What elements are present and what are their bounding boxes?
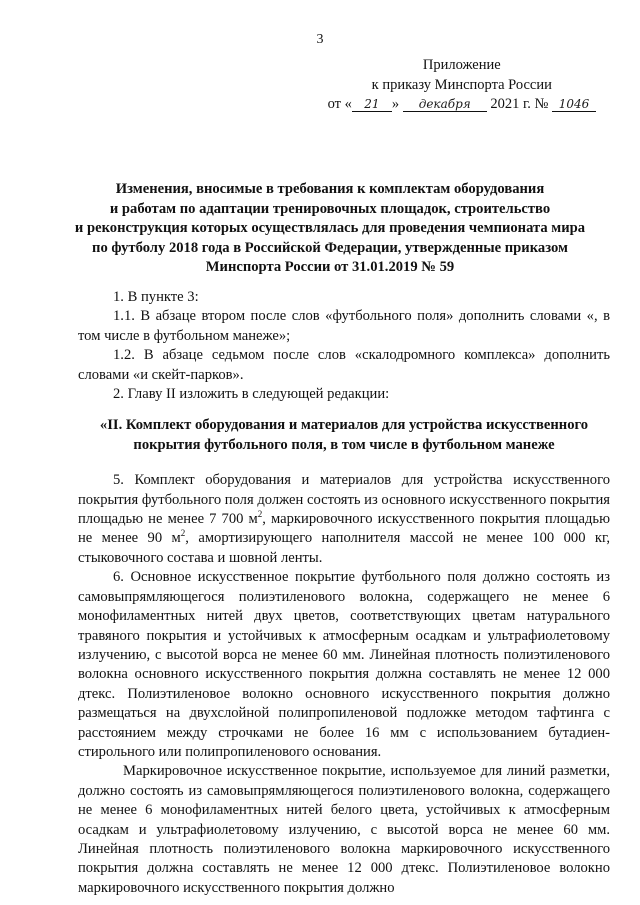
handwritten-doc-number: 1046 <box>552 97 596 112</box>
section-heading-line: «II. Комплект оборудования и материалов для устройства искусственного <box>99 417 589 434</box>
item-1: 1. В пункте 3: <box>113 289 199 305</box>
date-year: 2021 г. № <box>490 96 549 112</box>
title-line: Изменения, вносимые в требования к комплектам оборудования <box>115 181 545 197</box>
item-1-2: 1.2. В абзаце седьмом после слов «скалодромного комплекса» дополнить словами «и скейт-парков». <box>78 347 610 383</box>
item-1-1: 1.1. В абзаце втором после слов «футбольного поля» дополнить словами «, в том числе в футбольном манеже»; <box>78 308 610 344</box>
handwritten-day: 21 <box>352 97 392 112</box>
date-mid: » <box>391 96 400 112</box>
handwritten-month: декабря <box>403 97 487 112</box>
section-heading-line: покрытия футбольного поля, в том числе в футбольном манеже <box>133 436 555 453</box>
item-2: 2. Главу II изложить в следующей редакции: <box>113 386 390 403</box>
clause-5 <box>78 471 610 568</box>
document-body <box>78 288 610 898</box>
title-line: и работам по адаптации тренировочных площадок, строительство <box>109 200 551 217</box>
appendix-date-line <box>328 95 596 115</box>
superscript: 2 <box>257 509 263 520</box>
clause-6-marking: Маркировочное искусственное покрытие, используемое для линий разметки, должно состоять из самовыпрямляющегося полиэтиленового волокна, содержащего не менее 6 монофиламентных нитей белого цвета, устойчивых к атмосферным осадкам и ультрафиолетовому излучению, с высотой ворса не менее 60 мм. Линейная плотность полиэтиленового волокна маркировочного искусственного покрытия должна составлять не менее 12 000 дтекс. Полиэтиленовое волокно маркировочного искусственного покрытия должно <box>78 763 610 896</box>
title-line: Минспорта России от 31.01.2019 № 59 <box>205 259 455 276</box>
date-prefix: от « <box>327 96 352 112</box>
page-number: 3 <box>316 32 324 47</box>
title-line: и реконструкция которых осуществлялась для проведения чемпионата мира <box>74 220 586 237</box>
clause-5-text: , амортизирующего наполнителя массой не менее 100 000 кг, стыковочного состава и шовной ленты. <box>78 530 610 566</box>
clause-5-text: , маркировочного искусственного покрытия площадью не менее 90 м <box>78 511 610 547</box>
appendix-block <box>328 56 596 115</box>
appendix-order-ref: к приказу Минспорта России <box>371 76 552 93</box>
clause-6: 6. Основное искусственное покрытие футбольного поля должно состоять из самовыпрямляющегося полиэтиленового волокна, содержащего не менее 6 монофиламентных нитей двух цветов, соответствующих цветам натурального травяного покрытия и устойчивых к атмосферным осадкам и ультрафиолетовому излучению, с высотой ворса не менее 60 мм. Линейная плотность полиэтиленового волокна основного искусственного покрытия должна составлять не менее 12 000 дтекс. Полиэтиленовое волокно основного искусственного покрытия должно размещаться на двухслойной полипропиленовой подложке методом тафтинга с расстоянием между строчками не более 16 мм с использованием бутадиен-стирольного или полипропиленового основания. <box>78 569 610 760</box>
section-heading <box>78 416 610 455</box>
clause-5-text: 5. Комплект оборудования и материалов для устройства искусственного покрытия футбольного поля должен состоять из основного искусственного покрытия площадью не менее 7 700 м <box>78 472 610 528</box>
appendix-title: Приложение <box>422 57 501 73</box>
title-line: по футболу 2018 года в Российской Федерации, утвержденные приказом <box>92 239 568 256</box>
superscript: 2 <box>180 528 186 539</box>
document-title <box>60 180 600 278</box>
